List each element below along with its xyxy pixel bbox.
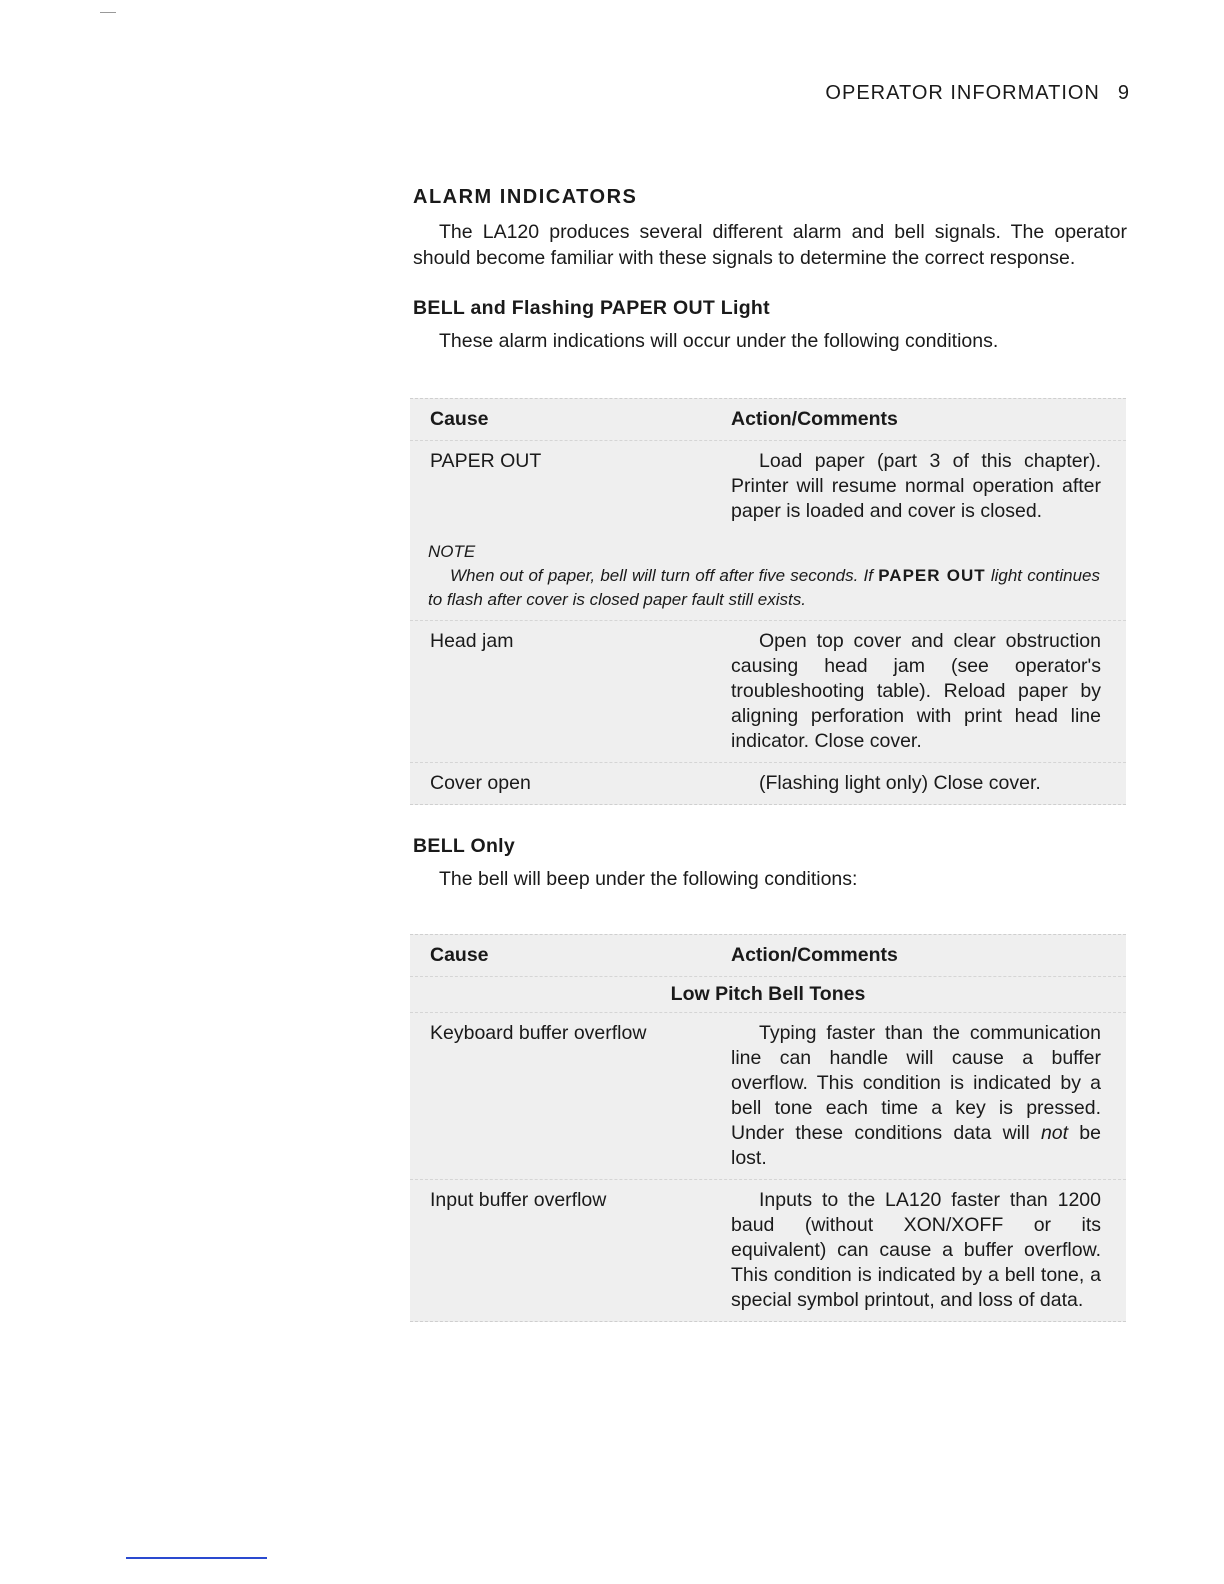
table-row [410,1013,1126,1180]
action-text: Load paper (part 3 of this chapter). Printer will resume normal operation after paper is loaded and cover is closed. [731,450,1101,522]
action-cell [731,441,1101,532]
subsection-heading-bell-paper-out: BELL and Flashing PAPER OUT Light [413,297,770,319]
cause-cell: Head jam [430,630,514,652]
running-head-title: OPERATOR INFORMATION [825,82,1100,104]
cause-cell: Cover open [430,772,531,794]
action-text: Inputs to the LA120 faster than 1200 baud (without XON/XOFF or its equivalent) can cause a buffer overflow. This condition is indicated by a bell tone, a special symbol printout, and loss of data. [731,1189,1101,1311]
table-header-row [410,935,1126,977]
action-cell [731,621,1101,762]
cause-cell: Keyboard buffer overflow [430,1022,647,1044]
page-number: 9 [1117,82,1130,104]
table-row [410,621,1126,763]
cause-cell: PAPER OUT [430,450,542,472]
note-text-part-2: light continues to flash after cover is closed paper fault still exists. [428,566,1101,609]
action-text [731,1021,1101,1171]
column-header-action: Action/Comments [731,944,898,966]
table-row [410,1180,1126,1321]
table-header-row [410,399,1126,441]
action-text-part-2: be lost. [731,1122,1101,1169]
subsection-intro-bell-paper-out: These alarm indications will occur under the following conditions. [439,330,999,352]
note-text-bold: PAPER OUT [878,566,986,585]
action-cell [731,1180,1101,1321]
subsection-heading-bell-only: BELL Only [413,835,516,857]
subsection-intro-bell-only: The bell will beep under the following conditions: [439,868,858,890]
table-row [410,441,1126,532]
section-title: ALARM INDICATORS [413,186,638,208]
corner-mark [100,12,116,13]
action-cell [731,763,1101,804]
footer-rule [126,1557,267,1559]
column-header-cause: Cause [430,944,489,966]
table-row [410,763,1126,804]
note-label: NOTE [428,542,476,561]
note-text-part-1: When out of paper, bell will turn off after five seconds. If [450,566,879,585]
action-cell [731,1013,1101,1179]
bell-table [410,934,1126,1322]
section-intro: The LA120 produces several different alarm and bell signals. The operator should become familiar with these signals to determine the correct response. [413,221,1127,269]
action-text: Open top cover and clear obstruction causing head jam (see operator's troubleshooting table). Reload paper by aligning perforation with print head line indicator. Close cover. [731,630,1101,752]
action-text: (Flashing light only) Close cover. [759,772,1041,794]
note-block [410,532,1126,620]
subheading-row [410,977,1126,1013]
alarm-table [410,398,1126,805]
column-header-action: Action/Comments [731,408,898,430]
table-subheading: Low Pitch Bell Tones [670,983,866,1005]
cause-cell: Input buffer overflow [430,1189,607,1211]
note-row [410,532,1126,621]
column-header-cause: Cause [430,408,489,430]
action-text-part-1: Typing faster than the communication line can handle will cause a buffer overflow. This condition is indicated by a bell tone each time a key is pressed. Under these conditions data will [731,1022,1101,1144]
page-content [413,186,1127,1322]
running-head [825,82,1130,105]
note-text [428,564,1100,612]
action-text-emphasis: not [1040,1122,1069,1144]
